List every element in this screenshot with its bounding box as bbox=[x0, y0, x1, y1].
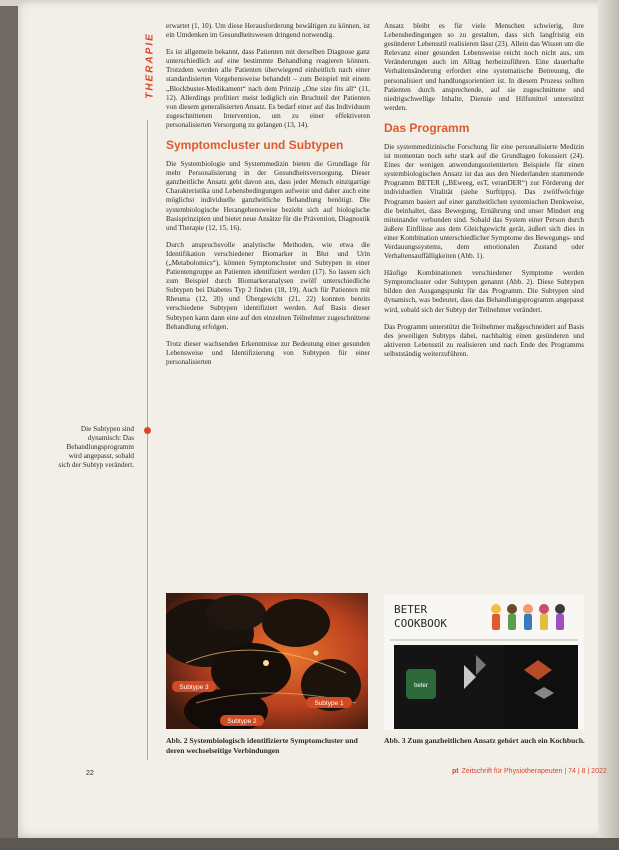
cluster-blob bbox=[262, 599, 330, 647]
cluster-blob bbox=[206, 595, 266, 631]
left-column bbox=[166, 22, 370, 375]
subtype-label: Subtype 1 bbox=[314, 700, 344, 707]
journal-abbrev: pt bbox=[452, 768, 459, 775]
page-edge bbox=[598, 0, 619, 838]
paragraph: Das Programm unterstützt die Teilnehmer maßgeschneidert auf Basis des jeweiligen Subtyps dabei, nachhaltig einen gesünderen und aktiveren Lebensstil zu realisieren und nach Ende des Programms selbstständig weiterzuführen. bbox=[384, 322, 584, 358]
paragraph: Ansatz bleibt es für viele Menschen schwierig, ihre Lebensbedingungen so zu gestalten, dass sich langfristig ein gesünderer Lebensstil realisieren lässt (23). Allein das Wissen um die Relevanz einer gesunden Lebensweise reicht noch nicht aus, um Veränderungen auch im Alltag herbeizuführen. Eine dauerhafte Verhaltensänderung erfordert eine systematische Betreuung, die personalisiert und handlungsorientiert ist. In diesem Prozess sollten Patienten durch ansprechende, auf sie zugeschnittene und niedrigschwellige Inhalte, Dienste und Hilfsmittel unterstützt werden. bbox=[384, 22, 584, 112]
section-label bbox=[142, 26, 154, 110]
figure-caption: Abb. 2 Systembiologisch identifizierte Symptomcluster und deren wechselseitige Verbindungen bbox=[166, 736, 358, 755]
journal-issue: Zeitschrift für Physiotherapeuten | 74 | 8 | 2022 bbox=[461, 768, 607, 775]
margin-note: Die Subtypen sind dynamisch: Das Behandlungsprogramm wird angepasst, sobald sich der Subtyp verändert. bbox=[58, 425, 134, 469]
figure-cookbook bbox=[384, 595, 584, 730]
page-number: 22 bbox=[86, 770, 94, 777]
section-heading: Symptomcluster und Subtypen bbox=[166, 138, 344, 153]
paragraph: Durch anspruchsvolle analytische Methoden, wie etwa die Identifikation verschiedener Biomarker in Blut und Urin („Metabolomics“), können Symptomcluster und Subtypen in einer Patientengruppe an Patienten identifiziert werden (17). So lassen sich zum Beispiel durch Biomarkeranalysen zwölf unterschiedliche Subtypen bei Diabetes Typ 2 finden (18, 19). Auch für Patienten mit Rheuma (12, 20) und Übergewicht (21, 22) konnten bereits verschiedene Subtypen identifiziert werden. Auf Basis dieser Subtypen kann dann eine auf den einzelnen Teilnehmer zugeschnittene Behandlung erfolgen. bbox=[166, 240, 370, 331]
cluster-illustration bbox=[166, 593, 368, 729]
cookbook-title: BETER bbox=[394, 603, 428, 616]
margin-note-marker bbox=[144, 427, 151, 434]
paragraph: Es ist allgemein bekannt, dass Patienten mit derselben Diagnose ganz unterschiedlich auf eine bestimmte Behandlung reagieren können. Trotzdem werden alle Patienten überwiegend einheitlich nach einer standardisierten Vorgehensweise behandelt – zum Beispiel mit einem „Blockbuster-Medikament“ nach dem Prinzip „One size fits all“ (11, 12). Allerdings profitiert meist lediglich ein Bruchteil der Patienten von diesem generalisierten Ansatz. Es bedarf einer auf das Individuum zugeschnittenen Intervention, um zu einer effektiveren personalisierten Versorgung zu gelangen (13, 14). bbox=[166, 48, 370, 129]
section-heading: Das Programm bbox=[384, 120, 470, 135]
subtype-label: Subtype 3 bbox=[179, 684, 209, 691]
column-divider bbox=[147, 120, 148, 760]
cookbook-illustration bbox=[384, 595, 584, 730]
cookbook-title: COOKBOOK bbox=[394, 617, 447, 630]
paragraph: Trotz dieser wachsenden Erkenntnisse zur Bedeutung einer gesunden Lebensweise und Identifizierung von Subtypen für einer personalisierten bbox=[166, 339, 370, 366]
journal-footer bbox=[452, 768, 607, 775]
figure-caption: Abb. 3 Zum ganzheitlichen Ansatz gehört auch ein Kochbuch. bbox=[384, 736, 585, 745]
scan-background-bottom bbox=[0, 838, 619, 850]
paragraph: erwartet (1, 10). Um diese Herausforderung bewältigen zu können, ist ein Umdenken im Gesundheitswesen dringend notwendig. bbox=[166, 22, 370, 40]
section-label-text: THERAPIE bbox=[144, 32, 156, 99]
paragraph: Häufige Kombinationen verschiedener Symptome werden Symptomcluster oder Subtypen genannt (Abb. 2). Diese Subtypen bilden den Ausgangspunkt für das Programm. Die Subtypen sind dynamisch, was bedeutet, dass das Behandlungsprogramm angepasst wird, sobald sich der Subtyp der Teilnehmer verändert. bbox=[384, 269, 584, 314]
subtype-label: Subtype 2 bbox=[227, 718, 257, 725]
paragraph: Die Systembiologie und Systemmedizin bieten die Grundlage für mehr Personalisierung in der Gesundheitsversorgung. Dieser ganzheitliche Ansatz geht davon aus, dass jeder Mensch einzigartige Charakteristika und Lebensbedingungen aufweist und daher auch eine möglichst individuelle ganzheitliche Behandlung benötigt. Die systembiologische Herangehensweise bezieht sich auf biologische Basisprinzipien und bietet neue Ansätze für die Prävention, Diagnostik und Therapie (12, 15, 16). bbox=[166, 160, 370, 232]
figure-symptom-clusters bbox=[166, 593, 368, 729]
paragraph: Die systemmedizinische Forschung für eine personalisierte Medizin ist momentan noch sehr stark auf die Grundlagen fokussiert (24). Eines der wenigen anwendungsorientierten Beispiele für einen systembiologischen Ansatz ist das aus den Niederlanden stammende Programm BETER („BEweeg, esT, veranDER“) zur Förderung der individuellen Vitalität (siehe Surftipps). Das zwölfwöchige Programm basiert auf einer ganzheitlichen systemischen Denkweise, die beinhaltet, dass Bewegung, Ernährung und unser Mindset eng miteinander verbunden sind. Sobald das System einer Person durch äußere Einflüsse aus dem Gleichgewicht gerät, äußert sich dies in einer Kombination unterschiedlicher Symptome des Bewegungs- und Verdauungssystems, dem emotionalen Zustand oder Verhaltensauffälligkeiten (Abb. 1). bbox=[384, 142, 585, 261]
right-column bbox=[384, 22, 584, 367]
app-label: beter bbox=[414, 683, 428, 689]
